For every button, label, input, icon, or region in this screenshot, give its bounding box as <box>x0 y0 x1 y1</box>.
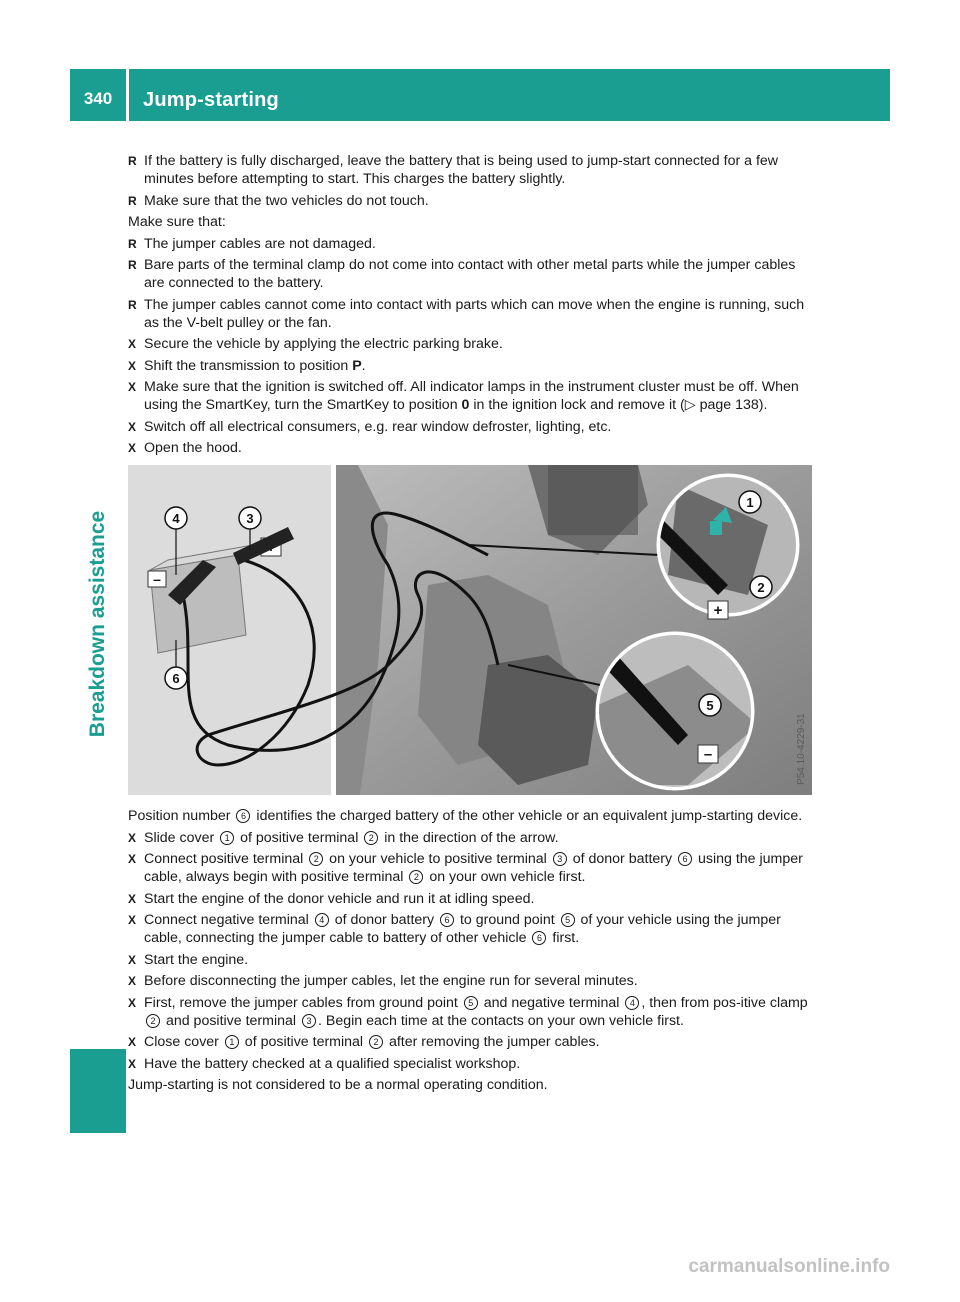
step-text: in the ignition lock and remove it ( <box>469 397 685 413</box>
step-item: X Connect negative terminal 4 of donor battery 6 to ground point 5 of your vehicle using the jumper cable, connecting the jumper cable to battery of other vehicle 6 first. <box>128 912 781 946</box>
number-5-icon: 5 <box>464 996 478 1010</box>
number-1-icon: 1 <box>220 831 234 845</box>
page-number: 340 <box>83 89 113 108</box>
callout-label: 1 <box>746 495 754 510</box>
callout-2 <box>750 576 772 598</box>
step-item <box>128 439 812 457</box>
callout-label: 6 <box>172 671 180 686</box>
list-item <box>128 256 812 292</box>
step-text: Shift the transmission to position <box>144 357 353 374</box>
step-item <box>128 335 812 353</box>
step-text: Secure the vehicle by applying the electric parking brake. <box>144 336 503 352</box>
callout-label: 2 <box>757 580 765 595</box>
number-4-icon: 4 <box>625 996 639 1010</box>
jump-start-illustration <box>128 465 812 795</box>
minus-sign: – <box>703 746 713 763</box>
figure-code: P54.10-4229-31 <box>796 713 807 785</box>
step-item: X Close cover 1 of positive terminal 2 after removing the jumper cables. <box>128 1034 600 1050</box>
step-arrow-icon: X <box>128 337 137 351</box>
step-arrow-icon: X <box>128 913 137 927</box>
jump-start-diagram <box>128 465 812 795</box>
step-arrow-icon: X <box>128 380 137 394</box>
page-reference-icon: ▷ <box>684 397 696 413</box>
step-arrow-icon: X <box>128 419 137 434</box>
position-0: 0 <box>461 397 470 413</box>
step-text: Make sure that the ignition is switched off. All indicator lamps in the instrument cluster must be off. When using the SmartKey, turn the SmartKey to position <box>144 379 799 413</box>
step-arrow-icon: X <box>128 830 137 845</box>
callout-4 <box>165 507 187 529</box>
sidebar <box>70 495 126 753</box>
step-arrow-icon: X <box>128 441 137 455</box>
step-text: Open the hood. <box>144 440 242 456</box>
step-text: Switch off all electrical consumers, e.g. rear window defroster, lighting, etc. <box>144 418 612 435</box>
number-1-icon: 1 <box>225 1035 239 1049</box>
item-text: The jumper cables cannot come into contact with parts which can move when the engine is running, such as the V-belt pulley or the fan. <box>144 296 805 331</box>
number-6-icon: 6 <box>532 931 546 945</box>
callout-label: 5 <box>706 698 714 713</box>
item-text: Bare parts of the terminal clamp do not come into contact with other metal parts while the jumper cables are connected to the battery. <box>144 257 796 291</box>
position-p: P <box>352 357 362 374</box>
step-item <box>128 357 812 375</box>
plus-sign: + <box>713 602 723 619</box>
number-3-icon: 3 <box>553 852 567 866</box>
sidebar-tab-marker <box>70 1049 126 1133</box>
bullet-icon: R <box>128 193 137 208</box>
step-item: X Start the engine of the donor vehicle and run it at idling speed. <box>128 890 535 907</box>
item-text: Make sure that the two vehicles do not touch. <box>144 192 429 209</box>
step-item <box>128 418 812 436</box>
grille <box>548 465 638 535</box>
step-arrow-icon: X <box>128 852 137 866</box>
bullet-icon: R <box>128 154 137 168</box>
bullet-icon: R <box>128 258 137 272</box>
header-divider <box>126 69 129 121</box>
footer-watermark: carmanualsonline.info <box>688 1256 890 1277</box>
position-note: Position number 6 identifies the charged battery of the other vehicle or an equivalent jump-starting device. <box>128 808 803 824</box>
bullet-icon: R <box>128 297 137 312</box>
number-4-icon: 4 <box>315 913 329 927</box>
step-item: X Before disconnecting the jumper cables, let the engine run for several minutes. <box>128 973 638 989</box>
number-2-icon: 2 <box>309 852 323 866</box>
callout-5 <box>699 694 721 716</box>
number-2-icon: 2 <box>364 831 378 845</box>
list-item <box>128 192 812 210</box>
closing-note: Jump-starting is not considered to be a normal operating condition. <box>128 1077 548 1093</box>
number-2-icon: 2 <box>409 870 423 884</box>
make-sure-label: Make sure that: <box>128 214 226 230</box>
callout-label: 4 <box>172 511 180 526</box>
number-6-icon: 6 <box>440 913 454 927</box>
callout-6 <box>165 667 187 689</box>
number-2-icon: 2 <box>369 1035 383 1049</box>
step-item: X Have the battery checked at a qualified specialist workshop. <box>128 1055 521 1072</box>
step-item: X Start the engine. <box>128 951 249 968</box>
callout-1 <box>739 491 761 513</box>
page-reference-link[interactable]: page 138). <box>695 397 768 413</box>
page-content <box>128 152 812 1098</box>
section-title: Jump-starting <box>143 89 279 111</box>
callout-3 <box>239 507 261 529</box>
number-6-icon: 6 <box>678 852 692 866</box>
minus-sign: – <box>153 571 161 587</box>
number-5-icon: 5 <box>561 913 575 927</box>
sidebar-label: Breakdown assistance <box>86 510 109 738</box>
step-arrow-icon: X <box>128 1056 137 1071</box>
step-arrow-icon: X <box>128 974 137 988</box>
item-text: If the battery is fully discharged, leave the battery that is being used to jump-start connected for a few minutes before attempting to start. This charges the battery slightly. <box>144 153 779 187</box>
step-item: X First, remove the jumper cables from ground point 5 and negative terminal 4 , then from pos-itive clamp 2 and positive terminal 3 . Begin each time at the contacts on your own vehicle first. <box>128 994 808 1029</box>
step-arrow-icon: X <box>128 891 137 906</box>
number-6-icon: 6 <box>236 809 250 823</box>
step-item <box>128 378 812 414</box>
callout-label: 3 <box>246 511 254 526</box>
number-2-icon: 2 <box>146 1014 160 1028</box>
step-arrow-icon: X <box>128 1035 137 1049</box>
list-item <box>128 296 812 332</box>
step-item: X Connect positive terminal 2 on your vehicle to positive terminal 3 of donor battery 6 using the jumper cable, always begin with positive terminal 2 on your own vehicle first. <box>128 851 803 885</box>
item-text: The jumper cables are not damaged. <box>144 235 376 252</box>
step-arrow-icon: X <box>128 952 137 967</box>
number-3-icon: 3 <box>302 1014 316 1028</box>
step-arrow-icon: X <box>128 358 137 373</box>
bullet-icon: R <box>128 236 137 251</box>
step-arrow-icon: X <box>128 995 137 1010</box>
step-text: . <box>361 357 366 374</box>
list-item <box>128 152 812 188</box>
list-item <box>128 235 812 253</box>
step-item: X Slide cover 1 of positive terminal 2 in the direction of the arrow. <box>128 829 559 846</box>
